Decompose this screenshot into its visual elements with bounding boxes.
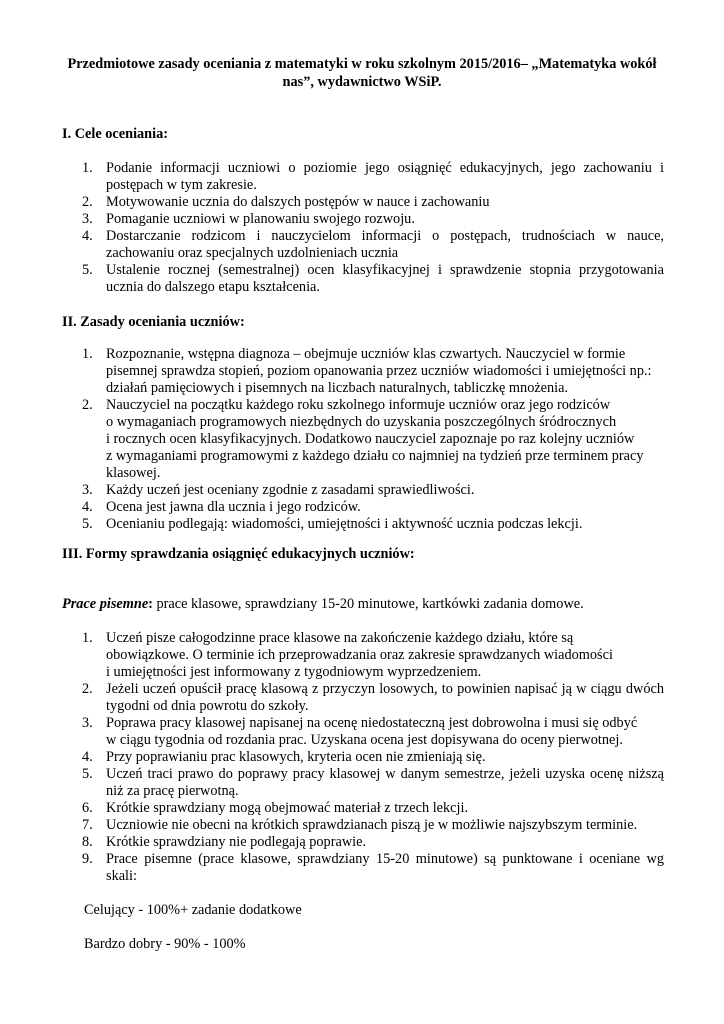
list-item: 1. Podanie informacji uczniowi o poziomie jego osiągnięć edukacyjnych, jego zachowaniu i postępach w tym zakresie. xyxy=(82,160,664,193)
document-title xyxy=(62,55,662,91)
section-heading-cele: I. Cele oceniania: xyxy=(62,126,169,142)
zasady-list xyxy=(62,346,664,533)
list-item: 2. Jeżeli uczeń opuścił pracę klasową z przyczyn losowych, to powinien napisać ją w ciągu dwóch tygodni od dnia powrotu do szkoły. xyxy=(82,681,664,714)
list-item: 3. Poprawa pracy klasowej napisanej na ocenę niedostateczną jest dobrowolna i musi się odbyć w ciągu tygodnia od rozdania prac. Uzyskana ocena jest dopisywana do oceny pierwotnej. xyxy=(82,715,638,748)
list-item: 5. Ocenianiu podlegają: wiadomości, umiejętności i aktywność ucznia podczas lekcji. xyxy=(82,516,583,532)
prace-list xyxy=(62,630,664,885)
title-line-2: nas”, wydawnictwo WSiP. xyxy=(282,74,442,90)
list-item: 1. Rozpoznanie, wstępna diagnoza – obejmuje uczniów klas czwartych. Nauczyciel w formie pisemnej sprawdza stopień, poziom opanowania przez uczniów wiadomości i umiejętności np.: działań pamięciowych i pisemnych na liczbach naturalnych, tabliczkę mnożenia. xyxy=(82,346,652,396)
grade-celujacy: Celujący - 100%+ zadanie dodatkowe xyxy=(84,902,302,918)
grade-bardzo-dobry: Bardzo dobry - 90% - 100% xyxy=(84,936,246,952)
list-item: 8. Krótkie sprawdziany nie podlegają poprawie. xyxy=(82,834,367,850)
list-item: 5. Uczeń traci prawo do poprawy pracy klasowej w danym semestrze, jeżeli uzyska ocenę niższą niż za pracę pierwotną. xyxy=(82,766,664,799)
section-heading-formy: III. Formy sprawdzania osiągnięć edukacyjnych uczniów: xyxy=(62,546,415,562)
list-item: 5. Ustalenie rocznej (semestralnej) ocen klasyfikacyjnej i sprawdzenie stopnia przygotowania ucznia do dalszego etapu kształcenia. xyxy=(82,262,664,295)
list-item: 4. Dostarczanie rodzicom i nauczycielom informacji o postępach, trudnościach w nauce, zachowaniu oraz specjalnych uzdolnieniach ucznia xyxy=(82,228,664,261)
list-item: 1. Uczeń pisze całogodzinne prace klasowe na zakończenie każdego działu, które są obowiązkowe. O terminie ich przeprowadzania oraz zakresie sprawdzanych wiadomości i umiejętności jest informowany z tygodniowym wyprzedzeniem. xyxy=(82,630,613,680)
prace-pisemne-line: Prace pisemne: prace klasowe, sprawdziany 15-20 minutowe, kartkówki zadania domowe. xyxy=(62,596,584,612)
list-item: 4. Ocena jest jawna dla ucznia i jego rodziców. xyxy=(82,499,361,515)
list-item: 7. Uczniowie nie obecni na krótkich sprawdzianach piszą je w możliwie najszybszym terminie. xyxy=(82,817,638,833)
prace-pisemne-label: Prace pisemne xyxy=(62,596,149,612)
list-item: 3. Każdy uczeń jest oceniany zgodnie z zasadami sprawiedliwości. xyxy=(82,482,475,498)
list-item: 6. Krótkie sprawdziany mogą obejmować materiał z trzech lekcji. xyxy=(82,800,469,816)
list-item: 2. Motywowanie ucznia do dalszych postępów w nauce i zachowaniu xyxy=(82,194,490,210)
list-item: 2. Nauczyciel na początku każdego roku szkolnego informuje uczniów oraz jego rodziców o wymaganiach programowych niezbędnych do uzyskania poszczególnych śródrocznych i rocznych ocen klasyfikacyjnych. Dodatkowo nauczyciel zapoznaje po raz kolejny uczniów z wymaganiami programowymi z każdego działu co najmniej na tydzień prze terminem pracy klasowej. xyxy=(82,397,644,481)
list-item: 3. Pomaganie uczniowi w planowaniu swojego rozwoju. xyxy=(82,211,415,227)
title-line-1: Przedmiotowe zasady oceniania z matematyki w roku szkolnym 2015/2016– „Matematyka wokół xyxy=(67,56,657,72)
list-item: 4. Przy poprawianiu prac klasowych, kryteria ocen nie zmieniają się. xyxy=(82,749,486,765)
cele-list xyxy=(62,160,664,296)
section-heading-zasady: II. Zasady oceniania uczniów: xyxy=(62,314,245,330)
list-item: 9. Prace pisemne (prace klasowe, sprawdziany 15-20 minutowe) są punktowane i oceniane wg skali: xyxy=(82,851,664,884)
